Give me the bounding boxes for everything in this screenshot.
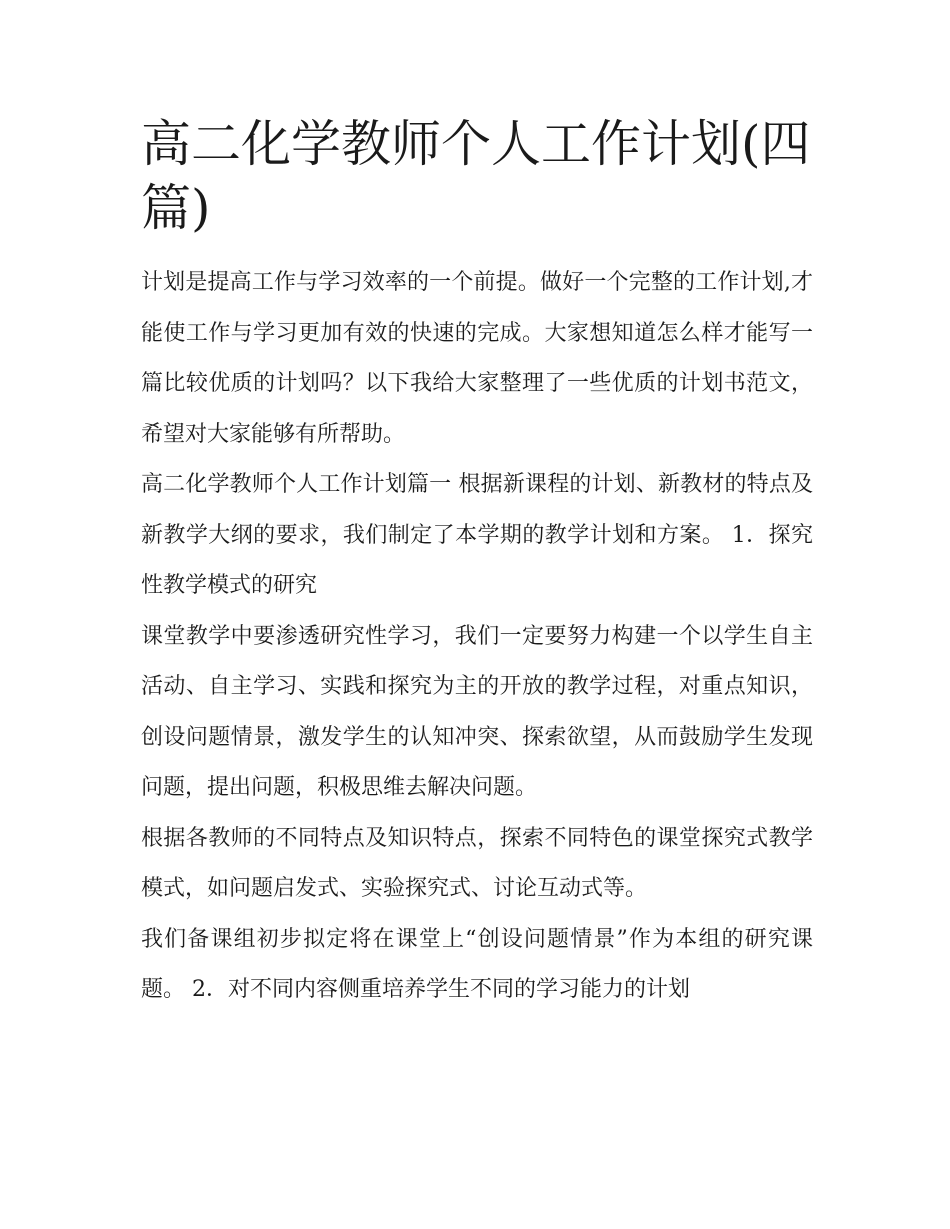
paragraph-teaching-modes: 根据各教师的不同特点及知识特点，探索不同特色的课堂探究式教学模式，如问题启发式、实验探究式、讨论互动式等。	[141, 825, 813, 901]
document-title: 高二化学教师个人工作计划(四篇)	[141, 115, 811, 237]
paragraph-classroom-teaching: 课堂教学中要渗透研究性学习，我们一定要努力构建一个以学生自主活动、自主学习、实践和探究为主的开放的教学过程，对重点知识，创设问题情景，激发学生的认知冲突、探索欲望，从而鼓励学生发现问题，提出问题，积极思维去解决问题。	[141, 623, 813, 800]
document-body	[141, 112, 813, 1016]
paragraph-intro: 计划是提高工作与学习效率的一个前提。做好一个完整的工作计划,才能使工作与学习更加有效的快速的完成。大家想知道怎么样才能写一篇比较优质的计划吗？以下我给大家整理了一些优质的计划书范文，希望对大家能够有所帮助。	[141, 270, 813, 447]
paragraph-plan-one: 高二化学教师个人工作计划篇一 根据新课程的计划、新教材的特点及新教学大纲的要求，我们制定了本学期的教学计划和方案。 1．探究性教学模式的研究	[141, 472, 813, 598]
paragraph-research-topic: 我们备课组初步拟定将在课堂上“创设问题情景”作为本组的研究课题。 2．对不同内容侧重培养学生不同的学习能力的计划	[141, 926, 813, 1002]
